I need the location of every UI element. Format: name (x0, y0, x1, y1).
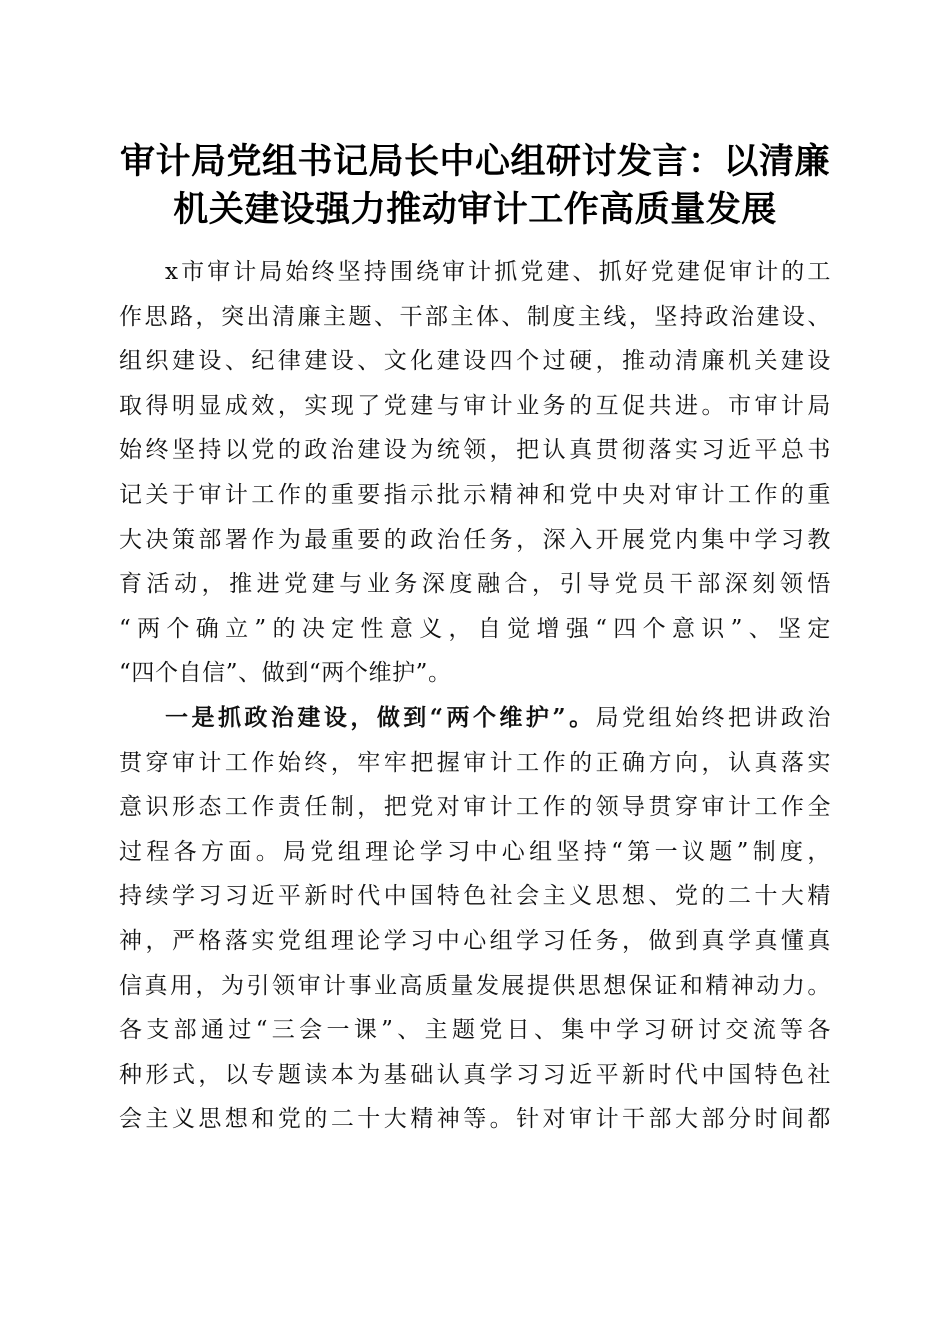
paragraph-lead-heading: 一是抓政治建设，做到“两个维护”。 (165, 703, 596, 731)
text-line: 大决策部署作为最重要的政治任务，深入开展党内集中学习教 (119, 526, 831, 553)
text-line: 种形式，以专题读本为基础认真学习习近平新时代中国特色社 (119, 1061, 831, 1088)
text-line: 各支部通过“三会一课”、主题党日、集中学习研讨交流等各 (119, 1017, 831, 1044)
text-line: 育活动，推进党建与业务深度融合，引导党员干部深刻领悟 (119, 571, 831, 598)
text-line (119, 696, 831, 741)
text-line: 神，严格落实党组理论学习中心组学习任务，做到真学真懂真 (119, 927, 831, 954)
text-line: “四个自信”、做到“两个维护”。 (119, 660, 452, 687)
text-line: 过程各方面。局党组理论学习中心组坚持“第一议题”制度， (119, 838, 831, 865)
paragraph-1 (119, 250, 831, 696)
text-line: x市审计局始终坚持围绕审计抓党建、抓好党建促审计的工 (165, 259, 831, 285)
paragraph-lead-rest: 局党组始终把讲政治 (595, 704, 831, 731)
title-line-1: 审计局党组书记局长中心组研讨发言：以清廉 (119, 141, 830, 182)
text-line: 取得明显成效，实现了党建与审计业务的互促共进。市审计局 (119, 392, 831, 419)
text-line: 始终坚持以党的政治建设为统领，把认真贯彻落实习近平总书 (119, 437, 831, 464)
text-line: 意识形态工作责任制，把党对审计工作的领导贯穿审计工作全 (119, 794, 831, 821)
text-line: 信真用，为引领审计事业高质量发展提供思想保证和精神动力。 (119, 972, 831, 999)
title-line-2: 机关建设强力推动审计工作高质量发展 (173, 189, 777, 230)
text-line: 作思路，突出清廉主题、干部主体、制度主线，坚持政治建设、 (119, 303, 831, 330)
document-title (100, 138, 850, 234)
document-body (119, 250, 831, 1142)
text-line: 持续学习习近平新时代中国特色社会主义思想、党的二十大精 (119, 883, 831, 910)
text-line: 组织建设、纪律建设、文化建设四个过硬，推动清廉机关建设 (119, 348, 831, 375)
paragraph-2 (119, 696, 831, 1142)
text-line: 贯穿审计工作始终，牢牢把握审计工作的正确方向，认真落实 (119, 749, 831, 776)
text-line: “两个确立”的决定性意义，自觉增强“四个意识”、坚定 (119, 615, 831, 642)
text-line: 会主义思想和党的二十大精神等。针对审计干部大部分时间都 (119, 1106, 831, 1133)
text-line: 记关于审计工作的重要指示批示精神和党中央对审计工作的重 (119, 481, 831, 508)
